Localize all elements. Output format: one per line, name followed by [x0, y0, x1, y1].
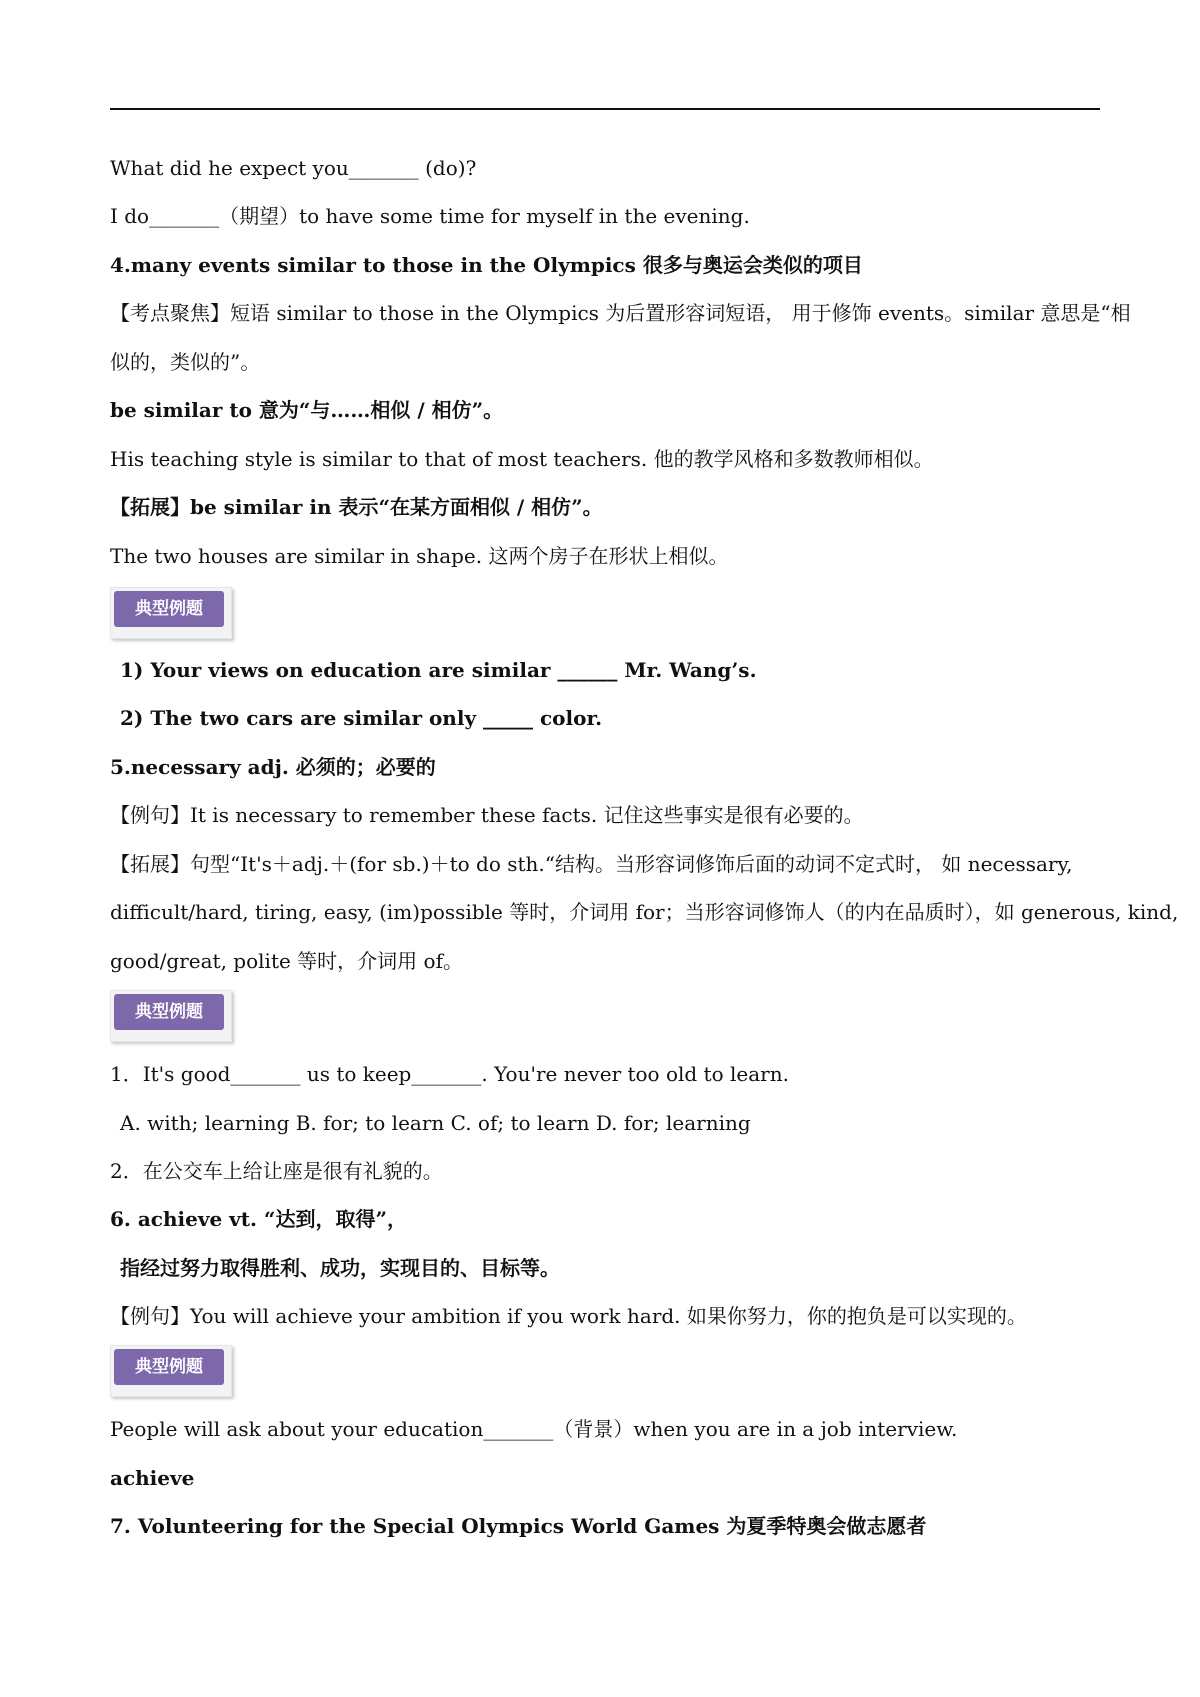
text-line: 【拓展】句型“It's＋adj.＋(for sb.)＋to do sth.“结构。当形容词修饰后面的动词不定式时， 如 necessary,: [110, 852, 1073, 876]
exercise-options: A. with; learning B. for; to learn C. of; to learn D. for; learning: [120, 1111, 751, 1135]
text-line: good/great, polite 等时，介词用 of。: [110, 949, 463, 973]
text-line: His teaching style is similar to that of most teachers. 他的教学风格和多数教师相似。: [110, 447, 934, 471]
exercise-item: 2．在公交车上给让座是很有礼貌的。: [110, 1159, 443, 1183]
section-heading-5: 5.necessary adj. 必须的；必要的: [110, 755, 436, 779]
text-line: difficult/hard, tiring, easy, (im)possible 等时，介词用 for；当形容词修饰人（的内在品质时），如 generous, kind,: [110, 900, 1179, 924]
text-line: 【拓展】be similar in 表示“在某方面相似 / 相仿”。: [110, 495, 603, 519]
example-badge: [110, 1345, 230, 1395]
example-badge-label: 典型例题: [114, 591, 224, 627]
text-line: be similar to 意为“与……相似 / 相仿”。: [110, 398, 504, 422]
section-heading-4: 4.many events similar to those in the Olympics 很多与奥运会类似的项目: [110, 253, 863, 277]
text-line: What did he expect you_______ (do)?: [110, 156, 477, 180]
section-heading-6: 6. achieve vt. “达到，取得”，: [110, 1207, 407, 1231]
exercise-item: People will ask about your education_______（背景）when you are in a job interview.: [110, 1417, 958, 1441]
example-badge: [110, 990, 230, 1040]
exercise-item: 1) Your views on education are similar ______ Mr. Wang’s.: [120, 658, 757, 682]
text-line: 似的，类似的”。: [110, 350, 261, 374]
example-badge: [110, 587, 230, 637]
text-line: The two houses are similar in shape. 这两个房子在形状上相似。: [110, 544, 729, 568]
exercise-item: 1．It's good_______ us to keep_______. You're never too old to learn.: [110, 1062, 789, 1086]
exercise-item: 2) The two cars are similar only _____ color.: [120, 706, 603, 730]
text-line: 【例句】You will achieve your ambition if you work hard. 如果你努力，你的抱负是可以实现的。: [110, 1304, 1027, 1328]
text-line: 指经过努力取得胜利、成功，实现目的、目标等。: [120, 1256, 560, 1280]
text-line: achieve: [110, 1466, 195, 1490]
text-line: 【例句】It is necessary to remember these facts. 记住这些事实是很有必要的。: [110, 803, 864, 827]
text-line: I do_______（期望）to have some time for myself in the evening.: [110, 204, 750, 228]
section-heading-7: 7. Volunteering for the Special Olympics World Games 为夏季特奥会做志愿者: [110, 1514, 927, 1538]
example-badge-label: 典型例题: [114, 994, 224, 1030]
header-rule: [110, 108, 1100, 110]
text-line: 【考点聚焦】短语 similar to those in the Olympics 为后置形容词短语， 用于修饰 events。similar 意思是“相: [110, 301, 1131, 325]
example-badge-label: 典型例题: [114, 1349, 224, 1385]
